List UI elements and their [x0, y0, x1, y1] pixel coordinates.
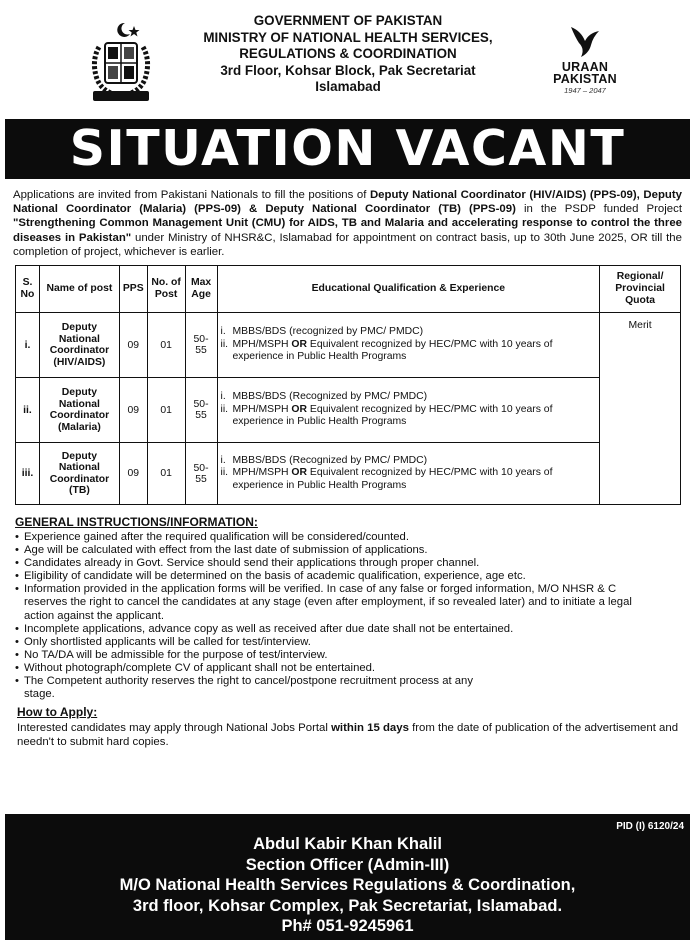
qual-number: i.: [220, 326, 226, 338]
header-line: Islamabad: [315, 79, 381, 95]
list-item: • No TA/DA will be admissible for the purpose of test/interview.: [15, 649, 640, 662]
qual-text: MBBS/BDS (Recognized by PMC/ PMDC): [232, 391, 428, 403]
header-title-block: [173, 13, 523, 96]
table-row: [16, 443, 681, 505]
intro-paragraph: [13, 188, 682, 259]
col-header: No. of Post: [147, 266, 185, 313]
qual-number: i.: [220, 391, 226, 403]
max-age-cell: 50-55: [185, 378, 217, 443]
intro-text: under Ministry of NHSR&C, Islamabad for appointment on contract basis, up to 30th June 2025, OR till the completion of project, whichever is earlier.: [13, 231, 682, 258]
footer-phone: Ph# 051-9245961: [281, 917, 414, 935]
post-name-cell: Deputy National Coordinator (HIV/AIDS): [39, 313, 119, 378]
vacancy-table: [15, 265, 681, 505]
qualification-cell: [217, 443, 600, 505]
list-item: • Eligibility of candidate will be determined on the basis of academic qualification, experience, age etc.: [15, 570, 640, 583]
list-item: • Age will be calculated with effect from the last date of submission of applications.: [15, 544, 640, 557]
list-item: • Only shortlisted applicants will be called for test/interview.: [15, 636, 640, 649]
qualification-cell: [217, 313, 600, 378]
how-to-apply-text: [17, 721, 682, 749]
list-item: • Information provided in the application forms will be verified. In case of any false or forged information, M/O NHSR & C reserves the right to cancel the candidates at any stage (even after employment, if so revealed later) and to initiate a legal action against the applicant.: [15, 583, 640, 622]
quota-cell: Merit: [600, 313, 681, 505]
header-line: MINISTRY OF NATIONAL HEALTH SERVICES,: [203, 29, 493, 45]
qual-or: OR: [291, 403, 308, 415]
pid-number: PID (I) 6120/24: [616, 821, 684, 832]
intro-text: in the PSDP funded Project: [515, 203, 682, 216]
how-to-apply-heading: How to Apply:: [17, 705, 98, 720]
qual-number: i.: [220, 454, 226, 466]
advertisement: [5, 5, 690, 940]
bird-icon: [565, 23, 605, 61]
footer-line: M/O National Health Services Regulations & Coordination,: [119, 876, 576, 894]
footer-contact: [5, 814, 690, 940]
col-header: Name of post: [39, 266, 119, 313]
qual-text: Equivalent recognized by HEC/PMC with 10 years of experience in Public Health Programs: [232, 403, 553, 428]
qual-or: OR: [291, 467, 308, 479]
header-line: 3rd Floor, Kohsar Block, Pak Secretariat: [220, 62, 476, 78]
serial-cell: iii.: [16, 443, 40, 505]
footer-line: Abdul Kabir Khan Khalil: [253, 835, 442, 853]
list-item: • Experience gained after the required qualification will be considered/counted.: [15, 531, 640, 544]
col-header: PPS: [119, 266, 147, 313]
pps-cell: 09: [119, 313, 147, 378]
col-header: Educational Qualification & Experience: [217, 266, 600, 313]
serial-cell: ii.: [16, 378, 40, 443]
qual-number: ii.: [220, 403, 229, 415]
list-item: • Candidates already in Govt. Service should send their applications through proper channel.: [15, 557, 640, 570]
how-text: from the date of publication of the advertisement and needn't to submit hard copies.: [17, 722, 679, 749]
instructions-heading: GENERAL INSTRUCTIONS/INFORMATION:: [15, 515, 258, 530]
post-count-cell: 01: [147, 313, 185, 378]
qual-text: Equivalent recognized by HEC/PMC with 10 years of experience in Public Health Programs: [232, 338, 553, 363]
uraan-subtitle: 1947 – 2047: [564, 86, 606, 95]
qual-text: MPH/MSPH: [232, 467, 292, 479]
qual-number: ii.: [220, 338, 229, 350]
post-count-cell: 01: [147, 378, 185, 443]
how-text: Interested candidates may apply through National Jobs Portal: [17, 722, 332, 735]
post-name-cell: Deputy National Coordinator (TB): [39, 443, 119, 505]
pps-cell: 09: [119, 378, 147, 443]
intro-project-name: "Strengthening Common Management Unit (CMU) for AIDS, TB and Malaria and accelerating response to control the three diseases in Pakistan": [13, 217, 682, 244]
header: [5, 5, 690, 119]
qual-text: Equivalent recognized by HEC/PMC with 10 years of experience in Public Health Programs: [232, 467, 553, 491]
footer-line: 3rd floor, Kohsar Complex, Pak Secretariat, Islamabad.: [132, 896, 563, 915]
intro-text: Applications are invited from Pakistani Nationals to fill the positions of: [13, 189, 370, 201]
qual-text: MBBS/BDS (recognized by PMC/ PMDC): [232, 326, 424, 338]
state-emblem-logo: [85, 19, 157, 107]
header-line: GOVERNMENT OF PAKISTAN: [253, 13, 443, 28]
qual-or: OR: [291, 338, 308, 350]
post-count-cell: 01: [147, 443, 185, 505]
col-header: Max Age: [185, 266, 217, 313]
col-header: S. No: [16, 266, 40, 313]
max-age-cell: 50-55: [185, 443, 217, 505]
qual-text: MPH/MSPH: [232, 338, 292, 350]
qual-text: MBBS/BDS (Recognized by PMC/ PMDC): [232, 454, 428, 466]
how-deadline: within 15 days: [331, 722, 409, 735]
max-age-cell: 50-55: [185, 313, 217, 378]
list-item: • Without photograph/complete CV of applicant shall not be entertained.: [15, 662, 640, 675]
uraan-title: URAAN PAKISTAN: [553, 60, 617, 86]
instructions-list: [15, 531, 640, 701]
header-line: REGULATIONS & COORDINATION: [239, 46, 457, 62]
post-name-cell: Deputy National Coordinator (Malaria): [39, 378, 119, 443]
table-row: [16, 378, 681, 443]
serial-cell: i.: [16, 313, 40, 378]
table-header-row: [16, 266, 681, 313]
uraan-pakistan-logo: [537, 23, 633, 111]
qualification-cell: [217, 378, 600, 443]
qual-text: MPH/MSPH: [232, 403, 292, 415]
footer-line: Section Officer (Admin-III): [245, 855, 450, 874]
banner-title: SITUATION VACANT: [5, 119, 690, 179]
intro-positions: Deputy National Coordinator (HIV/AIDS) (PPS-09), Deputy National Coordinator (Malaria) (PPS-09) & Deputy National Coordinator (TB) (PPS-09): [13, 189, 683, 216]
col-header: Regional/ Provincial Quota: [600, 266, 681, 313]
table-row: [16, 313, 681, 378]
pps-cell: 09: [119, 443, 147, 505]
list-item: • Incomplete applications, advance copy as well as received after due date shall not be entertained.: [15, 623, 640, 636]
list-item: • The Competent authority reserves the right to cancel/postpone recruitment process at any stage.: [15, 675, 474, 701]
qual-number: ii.: [220, 467, 229, 479]
